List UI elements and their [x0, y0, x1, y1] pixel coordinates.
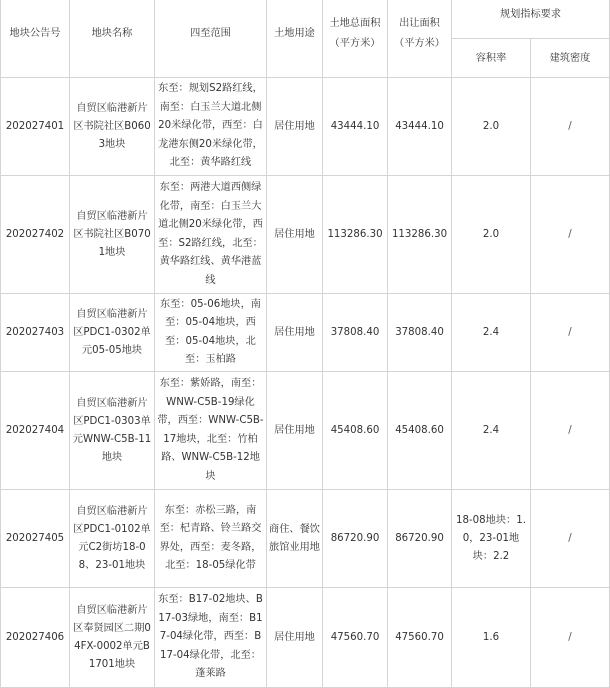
total-area-cell: 86720.90: [323, 490, 388, 588]
bounds-cell: 东至：05-06地块，南至：05-04地块，西至：05-04地块，北至：玉柏路: [155, 294, 267, 372]
density-cell: /: [531, 176, 610, 294]
density-cell: /: [531, 588, 610, 688]
header-total-area: 土地总面积（平方米）: [323, 0, 388, 78]
parcel-no-cell: 202027405: [1, 490, 70, 588]
table-row: [1, 372, 610, 490]
far-cell: 2.0: [452, 78, 531, 176]
header-bounds: 四至范围: [155, 0, 267, 78]
header-sale-area: 出让面积（平方米）: [388, 0, 452, 78]
density-cell: /: [531, 294, 610, 372]
bounds-cell: 东至：规划S2路红线，南至：白玉兰大道北侧20米绿化带，西至：白龙港东侧20米绿化带，北至：黄华路红线: [155, 78, 267, 176]
bounds-cell: 东至：赤松三路，南至：杞青路、铃兰路交界处，西至：麦冬路，北至：18-05绿化带: [155, 490, 267, 588]
land-use-cell: 商住、餐饮旅馆业用地: [267, 490, 323, 588]
sale-area-cell: 45408.60: [388, 372, 452, 490]
bounds-cell: 东至：两港大道西侧绿化带，南至：白玉兰大道北侧20米绿化带，西至：S2路红线，北至：黄华路红线、黄华港蓝线: [155, 176, 267, 294]
table-row: [1, 78, 610, 176]
far-cell: 1.6: [452, 588, 531, 688]
parcel-name-cell: 自贸区临港新片区奉贤园区二期04FX-0002单元B1701地块: [70, 588, 155, 688]
total-area-cell: 113286.30: [323, 176, 388, 294]
total-area-cell: 37808.40: [323, 294, 388, 372]
parcel-no-cell: 202027401: [1, 78, 70, 176]
table-row: [1, 176, 610, 294]
sale-area-cell: 37808.40: [388, 294, 452, 372]
parcel-no-cell: 202027406: [1, 588, 70, 688]
density-cell: /: [531, 490, 610, 588]
parcel-no-cell: 202027404: [1, 372, 70, 490]
parcel-name-cell: 自贸区临港新片区PDC1-0303单元WNW-C5B-11地块: [70, 372, 155, 490]
total-area-cell: 45408.60: [323, 372, 388, 490]
land-use-cell: 居住用地: [267, 588, 323, 688]
parcel-no-cell: 202027403: [1, 294, 70, 372]
density-cell: /: [531, 78, 610, 176]
sale-area-cell: 47560.70: [388, 588, 452, 688]
parcel-name-cell: 自贸区临港新片区书院社区B0603地块: [70, 78, 155, 176]
sale-area-cell: 86720.90: [388, 490, 452, 588]
bounds-cell: 东至：B17-02地块、B17-03绿地，南至：B17-04绿化带，西至：B17-04绿化带，北至：蓬莱路: [155, 588, 267, 688]
header-density: 建筑密度: [531, 39, 610, 78]
far-cell: 18-08地块：1.0，23-01地块：2.2: [452, 490, 531, 588]
parcel-name-cell: 自贸区临港新片区书院社区B0701地块: [70, 176, 155, 294]
land-use-cell: 居住用地: [267, 372, 323, 490]
table-row: [1, 294, 610, 372]
total-area-cell: 47560.70: [323, 588, 388, 688]
parcel-no-cell: 202027402: [1, 176, 70, 294]
parcel-name-cell: 自贸区临港新片区PDC1-0102单元C2街坊18-08、23-01地块: [70, 490, 155, 588]
sale-area-cell: 113286.30: [388, 176, 452, 294]
bounds-cell: 东至：紫娇路，南至：WNW-C5B-19绿化带，西至：WNW-C5B-17地块，北至：竹柏路、WNW-C5B-12地块: [155, 372, 267, 490]
land-use-cell: 居住用地: [267, 78, 323, 176]
parcel-name-cell: 自贸区临港新片区PDC1-0302单元05-05地块: [70, 294, 155, 372]
sale-area-cell: 43444.10: [388, 78, 452, 176]
density-cell: /: [531, 372, 610, 490]
header-far: 容积率: [452, 39, 531, 78]
header-parcel-name: 地块名称: [70, 0, 155, 78]
far-cell: 2.4: [452, 294, 531, 372]
land-use-cell: 居住用地: [267, 176, 323, 294]
total-area-cell: 43444.10: [323, 78, 388, 176]
table-row: [1, 588, 610, 688]
header-land-use: 土地用途: [267, 0, 323, 78]
far-cell: 2.4: [452, 372, 531, 490]
header-parcel-no: 地块公告号: [1, 0, 70, 78]
header-planning: 规划指标要求: [452, 0, 610, 39]
far-cell: 2.0: [452, 176, 531, 294]
land-use-cell: 居住用地: [267, 294, 323, 372]
table-row: [1, 490, 610, 588]
